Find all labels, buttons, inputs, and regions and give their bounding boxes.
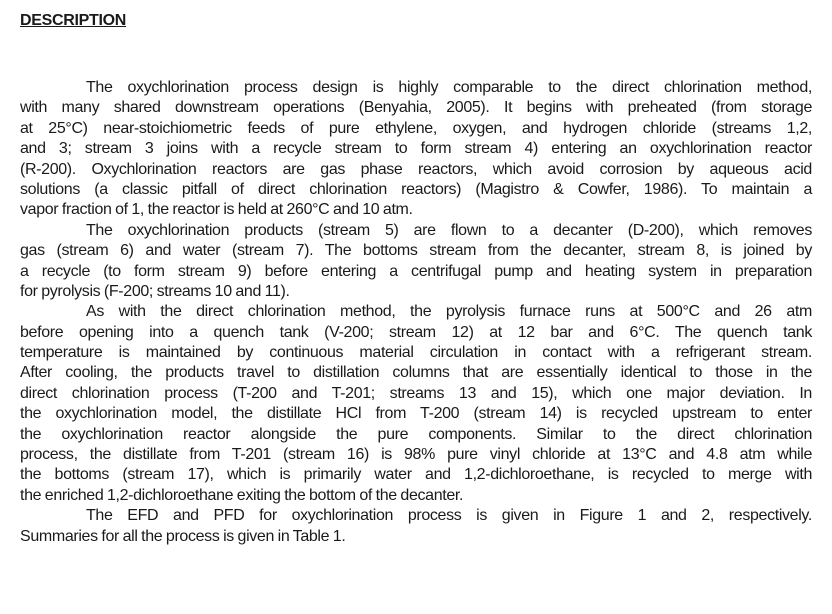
paragraph	[20, 221, 812, 303]
text-line: process, the distillate from T-201 (stream 16) is 98% pure vinyl chloride at 13°C and 4.8 atm while	[20, 446, 812, 464]
paragraph	[20, 78, 812, 221]
text-line: the bottoms (stream 17), which is primarily water and 1,2-dichloroethane, is recycled to merge with	[20, 466, 812, 484]
text-line: After cooling, the products travel to distillation columns that are essentially identical to those in the	[20, 364, 812, 382]
text-line: gas (stream 6) and water (stream 7). The bottoms stream from the decanter, stream 8, is joined by	[20, 242, 812, 260]
text-line: with many shared downstream operations (Benyahia, 2005). It begins with preheated (from storage	[20, 99, 812, 117]
text-line: Summaries for all the process is given in Table 1.	[20, 527, 346, 545]
text-line: the enriched 1,2-dichloroethane exiting the bottom of the decanter.	[20, 486, 464, 504]
text-line: As with the direct chlorination method, the pyrolysis furnace runs at 500°C and 26 atm	[86, 303, 812, 321]
section-heading: DESCRIPTION	[20, 12, 127, 29]
text-line: and 3; stream 3 joins with a recycle stream to form stream 4) entering an oxychlorination reactor	[20, 140, 812, 158]
text-line: before opening into a quench tank (V-200; stream 12) at 12 bar and 6°C. The quench tank	[20, 323, 812, 341]
text-line: (R-200). Oxychlorination reactors are gas phase reactors, which avoid corrosion by aqueous acid	[20, 160, 812, 178]
text-line: a recycle (to form stream 9) before entering a centrifugal pump and heating system in preparation	[20, 262, 812, 280]
text-line: solutions (a classic pitfall of direct chlorination reactors) (Magistro & Cowfer, 1986). To maintain a	[20, 180, 812, 198]
paragraph	[20, 302, 812, 506]
text-line: temperature is maintained by continuous material circulation in contact with a refrigerant stream.	[20, 344, 812, 362]
description-body	[20, 78, 812, 547]
paragraph	[20, 506, 812, 547]
text-line: the oxychlorination model, the distillate HCl from T-200 (stream 14) is recycled upstream to enter	[20, 405, 812, 423]
text-line: The EFD and PFD for oxychlorination process is given in Figure 1 and 2, respectively.	[86, 507, 812, 525]
text-line: for pyrolysis (F-200; streams 10 and 11).	[20, 282, 290, 300]
text-line: The oxychlorination products (stream 5) are flown to a decanter (D-200), which removes	[86, 221, 812, 239]
text-line: direct chlorination process (T-200 and T-201; streams 13 and 15), which one major deviation. In	[20, 384, 812, 402]
text-line: the oxychlorination reactor alongside the pure components. Similar to the direct chlorination	[20, 425, 812, 443]
text-line: vapor fraction of 1, the reactor is held at 260°C and 10 atm.	[20, 201, 413, 219]
text-line: at 25°C) near-stoichiometric feeds of pure ethylene, oxygen, and hydrogen chloride (streams 1,2,	[20, 119, 812, 137]
text-line: The oxychlorination process design is highly comparable to the direct chlorination method,	[86, 79, 812, 96]
